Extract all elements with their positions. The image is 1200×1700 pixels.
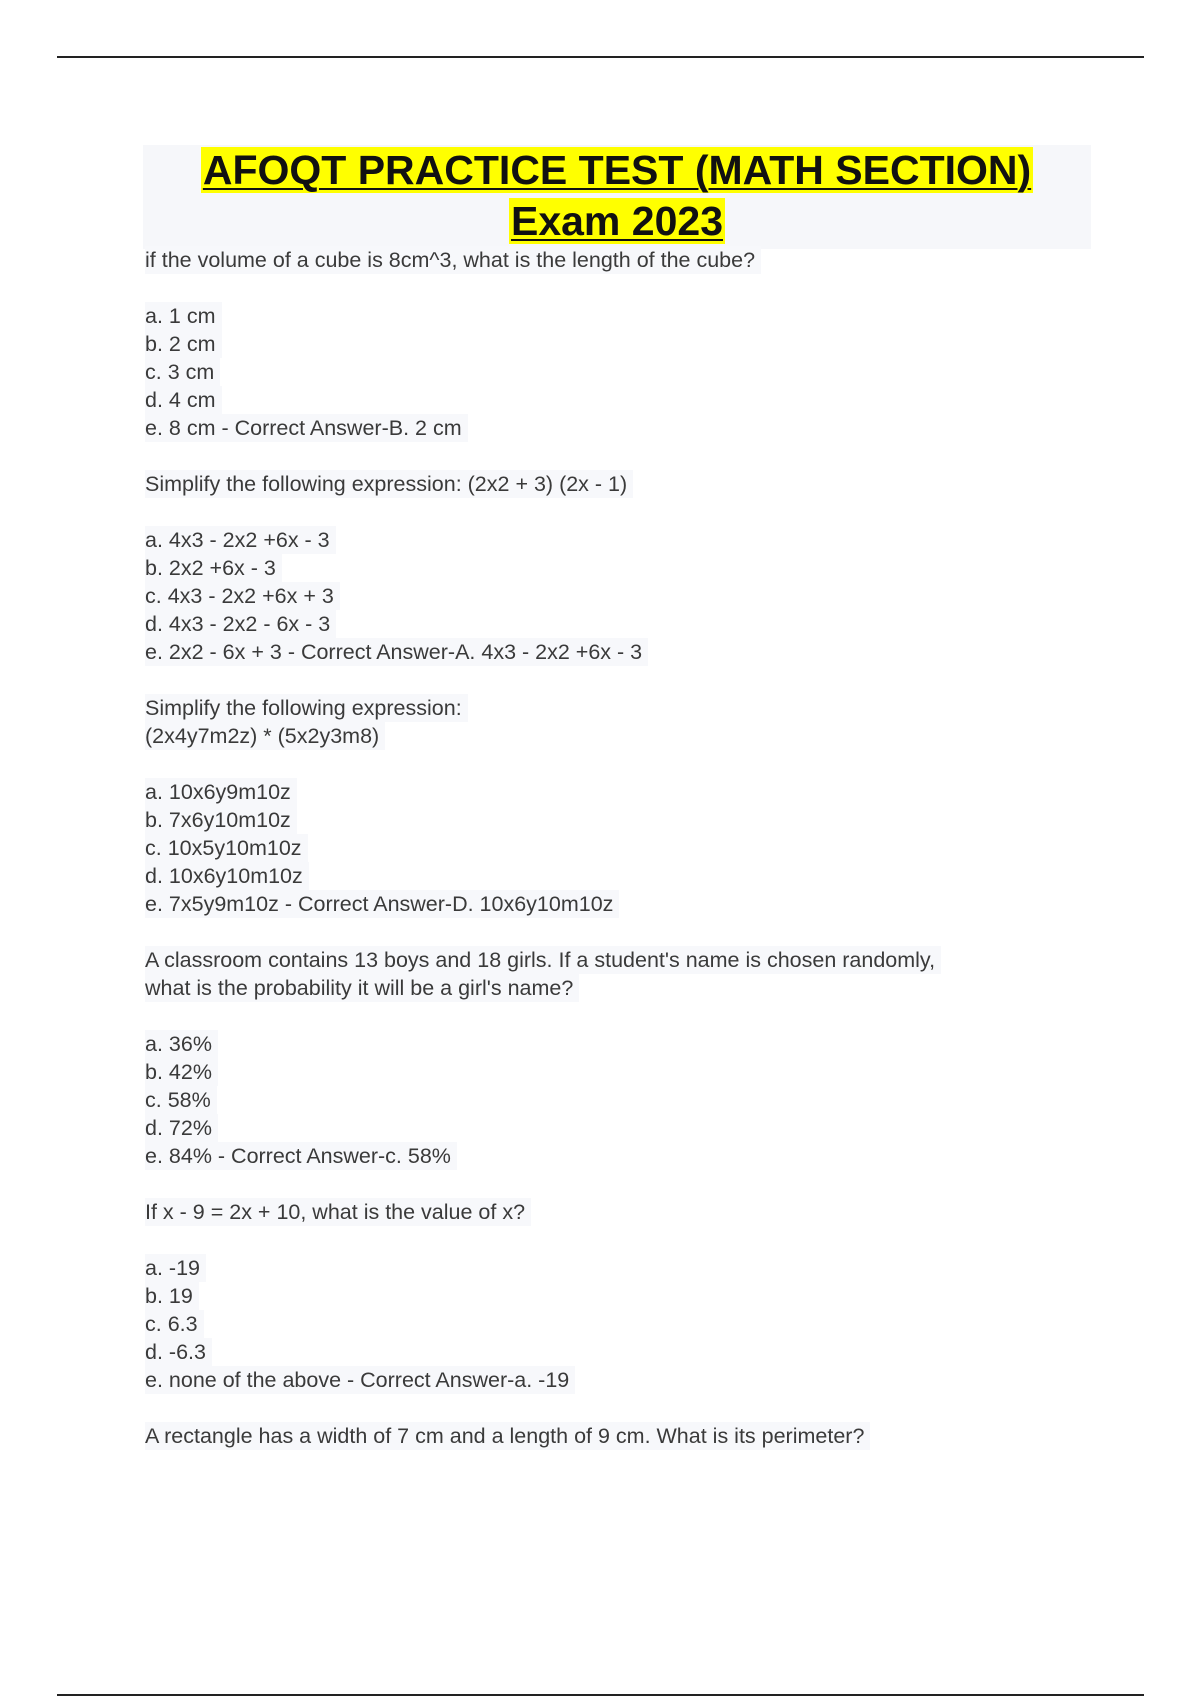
answer-option: c. 3 cm: [145, 358, 220, 386]
question-block: [145, 1422, 1085, 1450]
question-prompt: Simplify the following expression:: [145, 694, 468, 722]
question-prompt: A classroom contains 13 boys and 18 girls. If a student's name is chosen randomly,: [145, 946, 941, 974]
answer-option: d. 4 cm: [145, 386, 222, 414]
question-block: [145, 1198, 1085, 1422]
answer-option: b. 7x6y10m10z: [145, 806, 297, 834]
answer-option: d. 10x6y10m10z: [145, 862, 309, 890]
answer-option: a. -19: [145, 1254, 206, 1282]
question-prompt: Simplify the following expression: (2x2 + 3) (2x - 1): [145, 470, 633, 498]
question-prompt: if the volume of a cube is 8cm^3, what is the length of the cube?: [145, 246, 761, 274]
answer-option: e. 8 cm - Correct Answer-B. 2 cm: [145, 414, 468, 442]
answer-option: a. 10x6y9m10z: [145, 778, 297, 806]
answer-option: c. 4x3 - 2x2 +6x + 3: [145, 582, 340, 610]
question-prompt: (2x4y7m2z) * (5x2y3m8): [145, 722, 385, 750]
question-block: [145, 946, 1085, 1198]
title-line-2: Exam 2023: [510, 198, 723, 244]
document-title: [143, 145, 1091, 249]
answer-option: c. 58%: [145, 1086, 217, 1114]
question-prompt: If x - 9 = 2x + 10, what is the value of x?: [145, 1198, 531, 1226]
header-rule: [57, 56, 1144, 58]
answer-option: c. 6.3: [145, 1310, 204, 1338]
answer-option: e. 7x5y9m10z - Correct Answer-D. 10x6y10m10z: [145, 890, 619, 918]
answer-option: d. 72%: [145, 1114, 218, 1142]
answer-option: b. 2 cm: [145, 330, 222, 358]
question-prompt: A rectangle has a width of 7 cm and a length of 9 cm. What is its perimeter?: [145, 1422, 870, 1450]
answer-option: a. 4x3 - 2x2 +6x - 3: [145, 526, 336, 554]
answer-option: b. 2x2 +6x - 3: [145, 554, 282, 582]
title-line-1: AFOQT PRACTICE TEST (MATH SECTION): [202, 147, 1032, 193]
answer-option: a. 36%: [145, 1030, 218, 1058]
question-block: [145, 470, 1085, 694]
footer-rule: [57, 1694, 1144, 1696]
answer-option: a. 1 cm: [145, 302, 222, 330]
question-list: [145, 246, 1085, 1450]
answer-option: c. 10x5y10m10z: [145, 834, 308, 862]
answer-option: b. 42%: [145, 1058, 218, 1086]
answer-option: e. 84% - Correct Answer-c. 58%: [145, 1142, 457, 1170]
question-block: [145, 694, 1085, 946]
answer-option: d. -6.3: [145, 1338, 212, 1366]
question-block: [145, 246, 1085, 470]
answer-option: d. 4x3 - 2x2 - 6x - 3: [145, 610, 336, 638]
question-prompt: what is the probability it will be a girl's name?: [145, 974, 579, 1002]
answer-option: b. 19: [145, 1282, 199, 1310]
answer-option: e. 2x2 - 6x + 3 - Correct Answer-A. 4x3 - 2x2 +6x - 3: [145, 638, 648, 666]
answer-option: e. none of the above - Correct Answer-a. -19: [145, 1366, 575, 1394]
